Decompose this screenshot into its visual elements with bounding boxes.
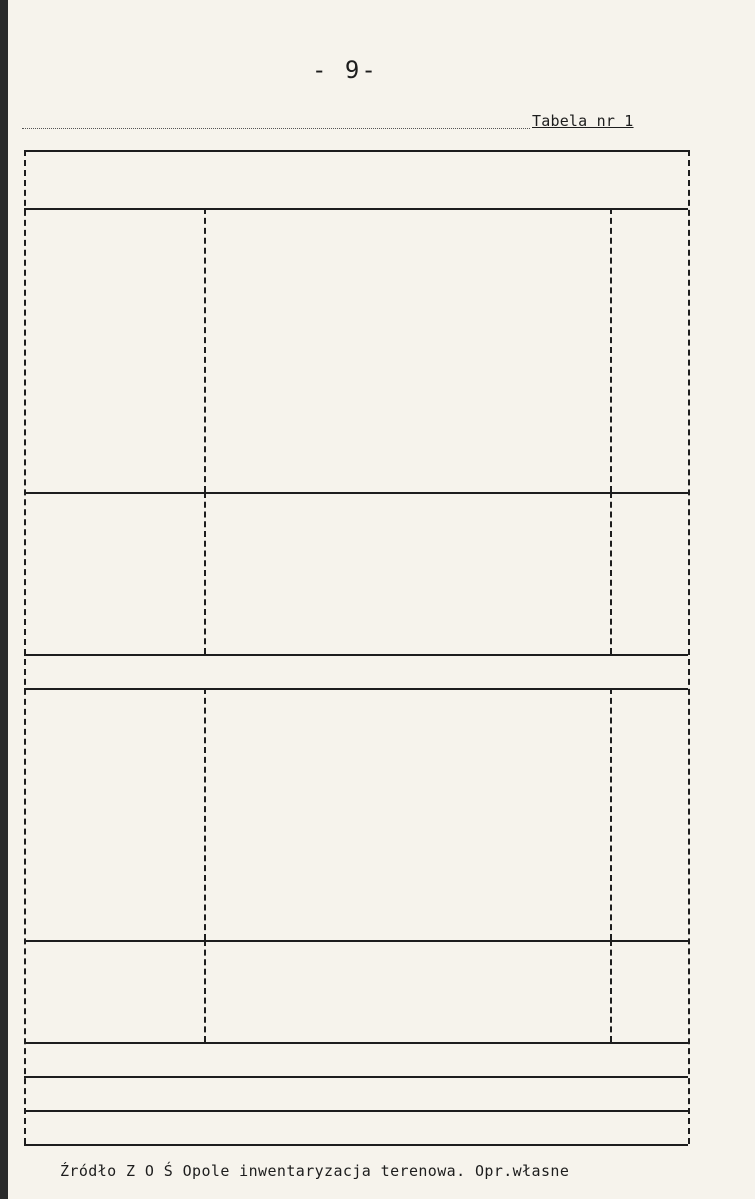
column-divider-2 — [610, 940, 612, 1042]
column-divider-1 — [204, 208, 206, 492]
page-number: - 9- — [312, 56, 378, 84]
table-right-border — [688, 150, 690, 1144]
row-separator — [24, 688, 688, 690]
group-separator — [24, 492, 688, 494]
table-left-border — [24, 150, 26, 1144]
row-separator — [24, 1076, 688, 1078]
header-bottom-border — [24, 208, 688, 210]
column-divider-2 — [610, 208, 612, 492]
dotted-leader — [22, 128, 530, 129]
table-label: Tabela nr 1 — [532, 112, 634, 130]
column-divider-1 — [204, 492, 206, 654]
group-separator — [24, 654, 688, 656]
column-divider-1 — [204, 940, 206, 1042]
table-top-border — [24, 150, 688, 152]
group-separator — [24, 940, 688, 942]
column-divider-2 — [610, 688, 612, 940]
column-divider-1 — [204, 688, 206, 940]
column-divider-2 — [610, 492, 612, 654]
row-separator — [24, 1110, 688, 1112]
source-note: Źródło Z O Ś Opole inwentaryzacja terenowa. Opr.własne — [60, 1162, 570, 1180]
scan-edge — [0, 0, 8, 1199]
group-separator — [24, 1042, 688, 1044]
row-separator — [24, 1144, 688, 1146]
